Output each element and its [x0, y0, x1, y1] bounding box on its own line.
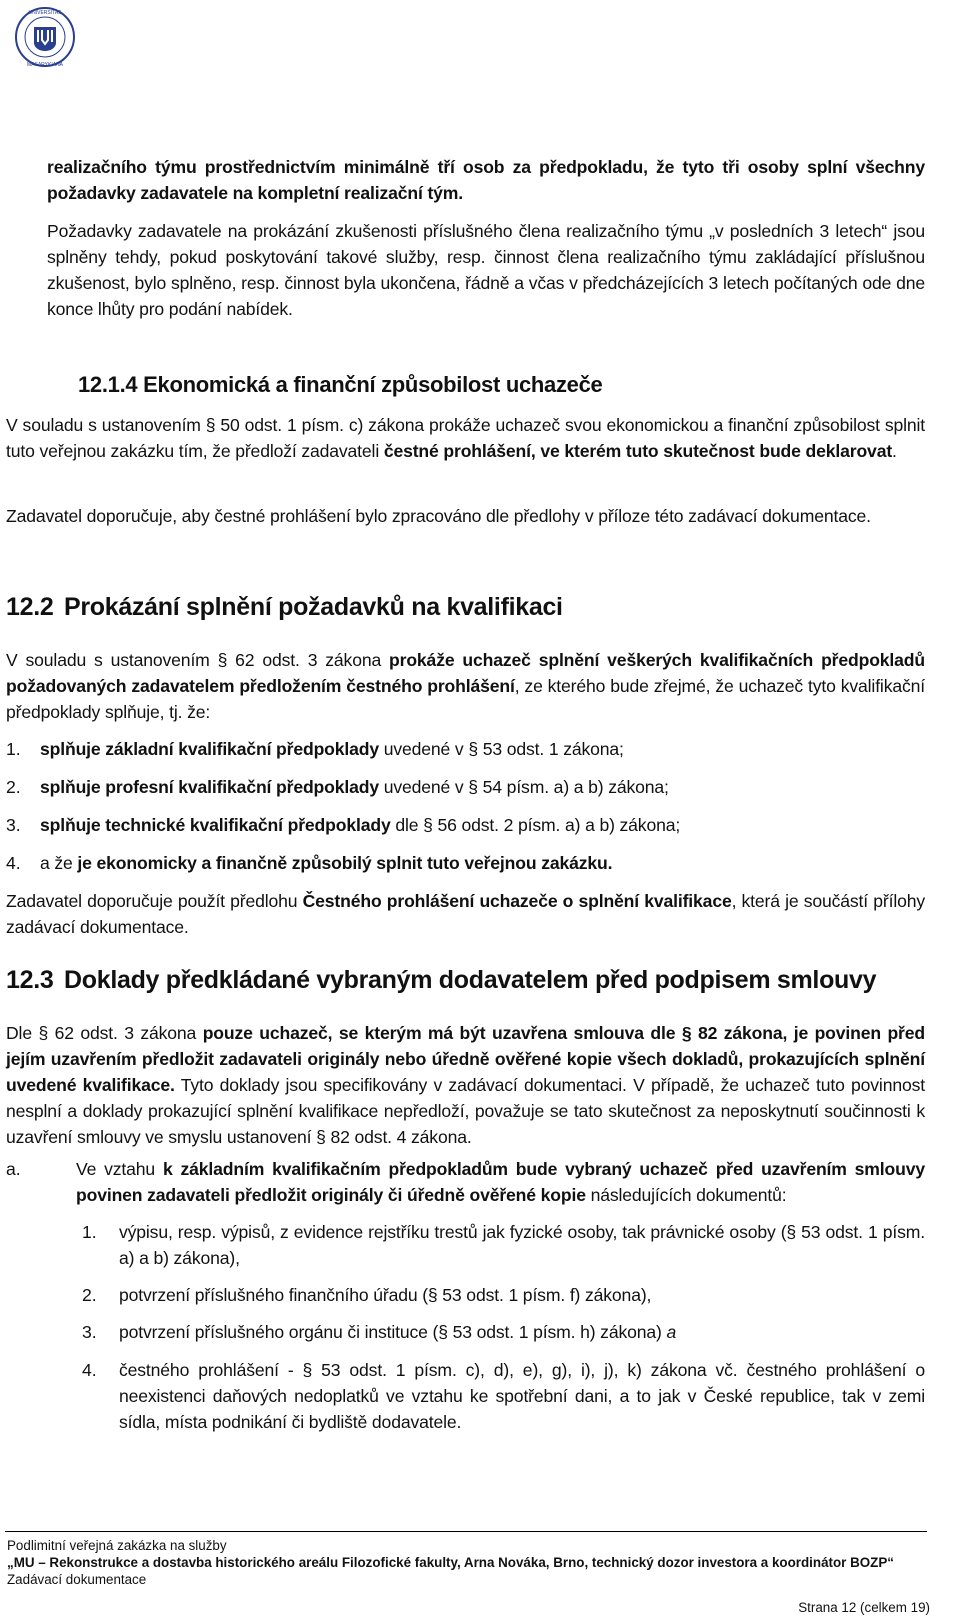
list-item-number: 1.: [6, 739, 21, 759]
university-logo: [14, 4, 76, 70]
list-item: a že je ekonomicky a finančně způsobilý splnit tuto veřejnou zakázku.: [40, 853, 613, 873]
section-12-3-paragraph: Dle § 62 odst. 3 zákona pouze uchazeč, se kterým má být uzavřena smlouva dle § 82 zákona, je povinen před jejím uzavřením předložit zadavateli originály nebo úředně ověřené kopie všech dokladů, prokazujících splnění uvedené kvalifikace. Tyto doklady jsou specifikovány v zadávací dokumentaci. V případě, že uchazeč tuto povinnost nesplní a doklady prokazující splnění kvalifikace nepředloží, považuje se tato skutečnost za neposkytnutí součinnosti k uzavření smlouvy ve smyslu ustanovení § 82 odst. 4 zákona.: [6, 1023, 925, 1147]
section-heading-12-2: 12.2 Prokázání splnění požadavků na kvalifikaci: [6, 593, 563, 621]
list-item-number: 2.: [6, 777, 21, 797]
list-item: potvrzení příslušného orgánu či instituce (§ 53 odst. 1 písm. h) zákona) a: [119, 1322, 677, 1342]
point-a-paragraph: Ve vztahu k základním kvalifikačním předpokladům bude vybraný uchazeč před uzavřením smlouvy povinen zadavateli předložit originály či úředně ověřené kopie následujících dokumentů:: [76, 1159, 925, 1205]
list-item-number: 3.: [82, 1322, 97, 1342]
point-a-label: a.: [6, 1159, 21, 1179]
section-12-2-recommendation: Zadavatel doporučuje použít předlohu Čestného prohlášení uchazeče o splnění kvalifikace, která je součástí přílohy zadávací dokumentace.: [6, 891, 925, 937]
list-item-number: 1.: [82, 1222, 97, 1242]
intro-paragraph: Požadavky zadavatele na prokázání zkušenosti příslušného člena realizačního týmu „v posledních 3 letech“ jsou splněny tehdy, pokud poskytování takové služby, resp. činnost člena realizačního týmu zakládající příslušnou zkušenost, bylo splněno, resp. činnost byla ukončena, řádně a včas v předcházejících 3 letech počítaných ode dne konce lhůty pro podání nabídek.: [47, 221, 925, 319]
list-item-number: 2.: [82, 1285, 97, 1305]
list-item: čestného prohlášení - § 53 odst. 1 písm. c), d), e), g), i), j), k) zákona vč. čestného prohlášení o neexistenci daňových nedoplatků ve vztahu ke spotřební dani, a to jak v České republice, tak v zemi sídla, místa podnikání či bydliště dodavatele.: [119, 1360, 925, 1432]
section-12-1-4-recommendation: Zadavatel doporučuje, aby čestné prohlášení bylo zpracováno dle předlohy v příloze této zadávací dokumentace.: [6, 506, 871, 526]
list-item: potvrzení příslušného finančního úřadu (§ 53 odst. 1 písm. f) zákona),: [119, 1285, 652, 1305]
list-item: splňuje základní kvalifikační předpoklady uvedené v § 53 odst. 1 zákona;: [40, 739, 624, 759]
section-12-1-4-paragraph: V souladu s ustanovením § 50 odst. 1 písm. c) zákona prokáže uchazeč svou ekonomickou a finanční způsobilost splnit tuto veřejnou zakázku tím, že předloží zadavateli čestné prohlášení, ve kterém tuto skutečnost bude deklarovat.: [6, 415, 925, 461]
list-item: splňuje technické kvalifikační předpoklady dle § 56 odst. 2 písm. a) a b) zákona;: [40, 815, 681, 835]
footer-divider: [5, 1531, 927, 1532]
footer-line-3: Zadávací dokumentace: [7, 1572, 147, 1587]
list-item-number: 4.: [6, 853, 21, 873]
list-item: splňuje profesní kvalifikační předpoklady uvedené v § 54 písm. a) a b) zákona;: [40, 777, 669, 797]
footer-line-2: „MU – Rekonstrukce a dostavba historického areálu Filozofické fakulty, Arna Nováka, Brno, technický dozor investora a koordinátor BOZP“: [7, 1555, 894, 1570]
logo-text-top: UNIVERSITAS: [28, 10, 62, 16]
logo-text-bottom: MASARYKIANA: [26, 62, 64, 68]
intro-paragraph-bold: realizačního týmu prostřednictvím minimálně tří osob za předpokladu, že tyto tři osoby splní všechny požadavky zadavatele na kompletní realizační tým.: [47, 157, 925, 203]
section-heading-12-1-4: 12.1.4 Ekonomická a finanční způsobilost uchazeče: [78, 372, 603, 397]
section-heading-12-3: 12.3 Doklady předkládané vybraným dodavatelem před podpisem smlouvy: [6, 966, 877, 994]
list-item-number: 3.: [6, 815, 21, 835]
page-number: Strana 12 (celkem 19): [798, 1600, 930, 1615]
footer-line-1: Podlimitní veřejná zakázka na služby: [7, 1538, 227, 1553]
list-item-number: 4.: [82, 1360, 97, 1380]
section-12-2-paragraph: V souladu s ustanovením § 62 odst. 3 zákona prokáže uchazeč splnění veškerých kvalifikačních předpokladů požadovaných zadavatelem předložením čestného prohlášení, ze kterého bude zřejmé, že uchazeč tyto kvalifikační předpoklady splňuje, tj. že:: [6, 650, 925, 722]
list-item: výpisu, resp. výpisů, z evidence rejstříku trestů jak fyzické osoby, tak právnické osoby (§ 53 odst. 1 písm. a) a b) zákona),: [119, 1222, 925, 1268]
